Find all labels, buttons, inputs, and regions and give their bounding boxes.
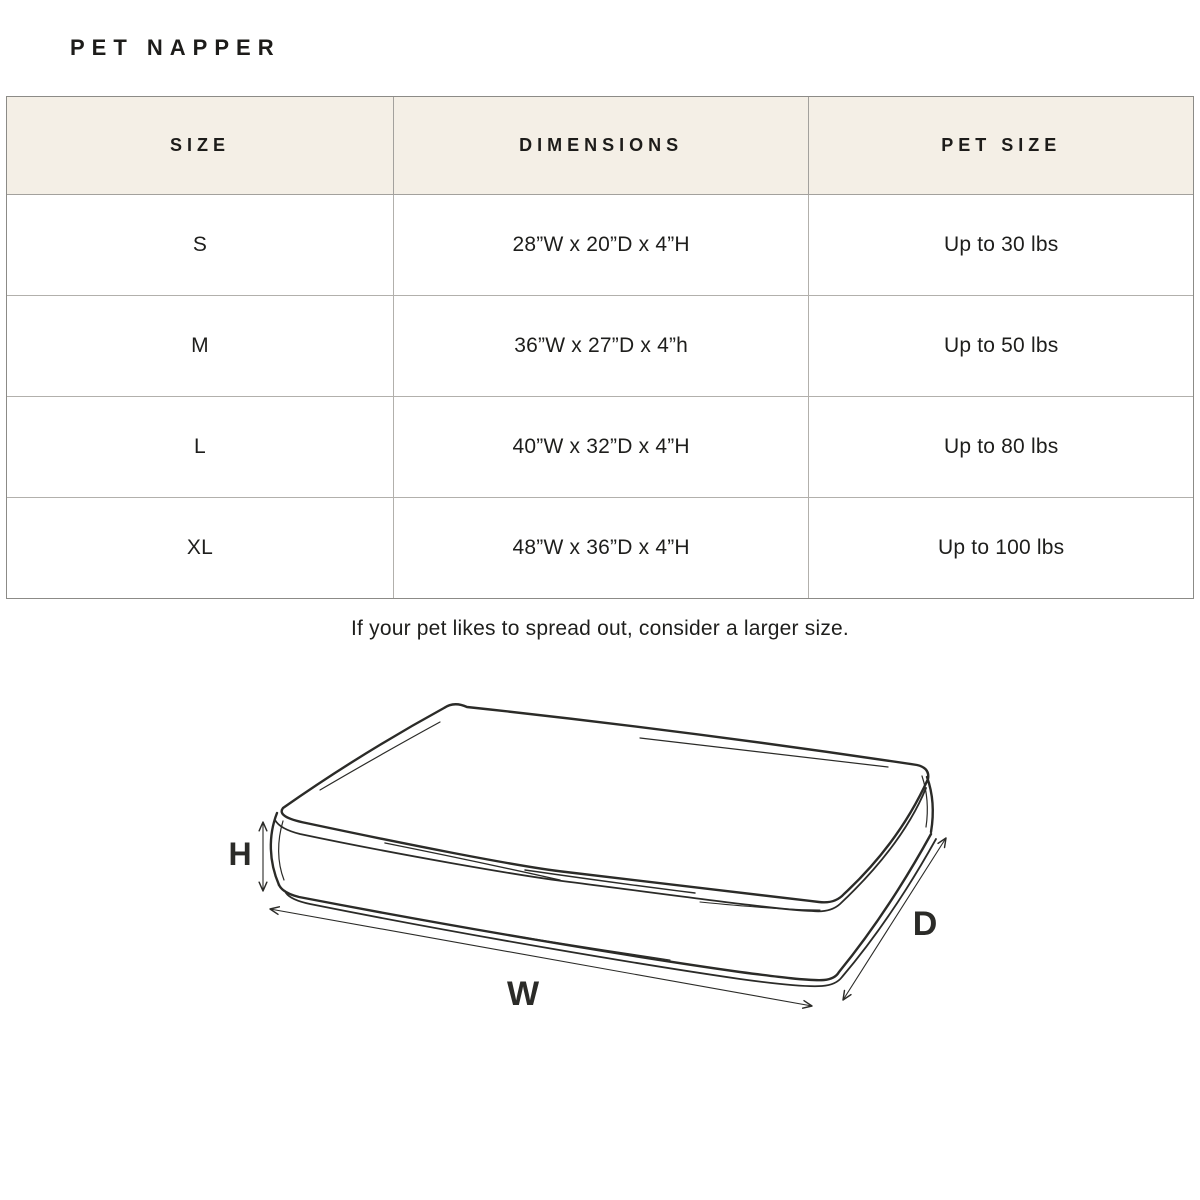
pet-size-cell: Up to 30 lbs (809, 195, 1194, 296)
height-label: H (228, 836, 252, 872)
table-row-m (7, 296, 1194, 397)
title-bar (0, 0, 1200, 96)
sizing-note: If your pet likes to spread out, consider a larger size. (351, 617, 849, 640)
dimensions-cell: 48”W x 36”D x 4”H (393, 498, 808, 599)
pet-size-cell: Up to 100 lbs (809, 498, 1194, 599)
col-header-dimensions: DIMENSIONS (393, 97, 808, 195)
depth-label: D (912, 905, 938, 943)
table-row-l (7, 397, 1194, 498)
table-row-s (7, 195, 1194, 296)
pet-bed-dimension-diagram (220, 680, 980, 1020)
table-header (7, 97, 1194, 195)
col-header-pet-size: PET SIZE (809, 97, 1194, 195)
pet-size-cell: Up to 80 lbs (809, 397, 1194, 498)
size-cell: XL (7, 498, 394, 599)
pet-bed-sketch (220, 680, 980, 1020)
size-cell: S (7, 195, 394, 296)
header-row (7, 97, 1194, 195)
size-chart-table (6, 96, 1194, 599)
pet-size-cell: Up to 50 lbs (809, 296, 1194, 397)
mattress-outline-icon (271, 704, 936, 986)
table-row-xl (7, 498, 1194, 599)
dimensions-cell: 28”W x 20”D x 4”H (393, 195, 808, 296)
size-cell: M (7, 296, 394, 397)
size-cell: L (7, 397, 394, 498)
page-title: PET NAPPER (70, 35, 281, 60)
col-header-size: SIZE (7, 97, 394, 195)
width-label: W (506, 975, 540, 1013)
dimensions-cell: 40”W x 32”D x 4”H (393, 397, 808, 498)
dimensions-cell: 36”W x 27”D x 4”h (393, 296, 808, 397)
width-arrow-icon (270, 909, 812, 1006)
